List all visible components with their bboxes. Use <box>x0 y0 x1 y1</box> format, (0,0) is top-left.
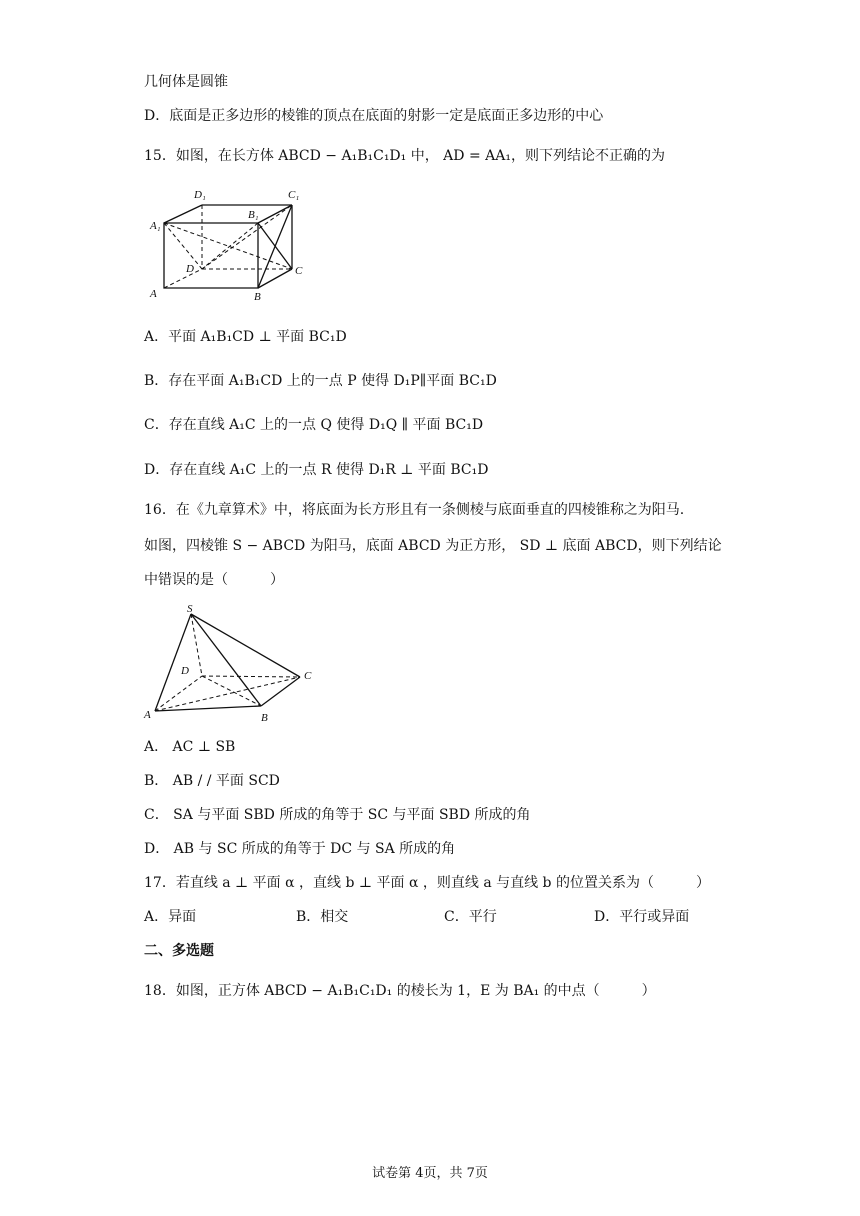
question-16-line-2: 如图，四棱锥 S − ABCD 为阳马，底面 ABCD 为正方形， SD ⊥ 底面 ABCD，则下列结论 <box>144 538 722 554</box>
label-C1: C₁ <box>288 189 300 201</box>
question-16-line-1: 16．在《九章算术》中，将底面为长方形且有一条侧棱与底面垂直的四棱锥称之为阳马. <box>144 502 685 518</box>
label-D1: D₁ <box>194 189 206 201</box>
label-D: D <box>181 665 189 677</box>
text-line-1: 几何体是圆锥 <box>144 74 228 90</box>
question-16-line-3: 中错误的是（ ） <box>144 572 284 588</box>
cuboid-hidden-edges <box>164 205 292 288</box>
q15-option-c: C．存在直线 A₁C 上的一点 Q 使得 D₁Q ∥ 平面 BC₁D <box>144 417 484 433</box>
label-C: C <box>304 670 312 682</box>
label-S: S <box>187 604 193 615</box>
figure-15-cuboid <box>148 184 318 304</box>
q17-option-d: D．平行或异面 <box>594 909 690 925</box>
q17-option-c: C．平行 <box>444 909 497 925</box>
option-d-prev: D．底面是正多边形的棱锥的顶点在底面的射影一定是底面正多边形的中心 <box>144 108 604 124</box>
q16-option-a: A． AC ⊥ SB <box>144 739 236 755</box>
q17-option-a: A．异面 <box>144 909 197 925</box>
label-D: D <box>186 263 194 275</box>
q16-option-b: B． AB / / 平面 SCD <box>144 773 280 789</box>
q15-option-b: B．存在平面 A₁B₁CD 上的一点 P 使得 D₁P∥平面 BC₁D <box>144 373 497 389</box>
page-footer: 试卷第 4页，共 7页 <box>372 1166 488 1181</box>
label-A: A <box>144 709 151 721</box>
label-A1: A₁ <box>150 220 161 232</box>
q17-option-b: B．相交 <box>296 909 349 925</box>
pyramid-solid-edges <box>155 614 300 711</box>
figure-16-pyramid <box>140 604 320 726</box>
q16-option-c: C． SA 与平面 SBD 所成的角等于 SC 与平面 SBD 所成的角 <box>144 807 531 823</box>
label-A: A <box>150 288 157 300</box>
label-B: B <box>254 291 261 303</box>
q15-option-a: A．平面 A₁B₁CD ⊥ 平面 BC₁D <box>144 329 347 345</box>
question-18: 18．如图，正方体 ABCD − A₁B₁C₁D₁ 的棱长为 1，E 为 BA₁ 的中点（ ） <box>144 983 656 999</box>
question-15: 15．如图，在长方体 ABCD − A₁B₁C₁D₁ 中， AD = AA₁，则下列结论不正确的为 <box>144 148 665 164</box>
label-B: B <box>261 712 268 724</box>
q15-option-d: D．存在直线 A₁C 上的一点 R 使得 D₁R ⊥ 平面 BC₁D <box>144 462 489 478</box>
label-C: C <box>295 265 303 277</box>
q16-option-d: D． AB 与 SC 所成的角等于 DC 与 SA 所成的角 <box>144 841 456 857</box>
label-B1: B₁ <box>248 209 259 221</box>
question-17: 17．若直线 a ⊥ 平面 α ，直线 b ⊥ 平面 α ，则直线 a 与直线 b 的位置关系为（ ） <box>144 875 710 891</box>
section-heading-multi-choice: 二、多选题 <box>144 943 214 959</box>
